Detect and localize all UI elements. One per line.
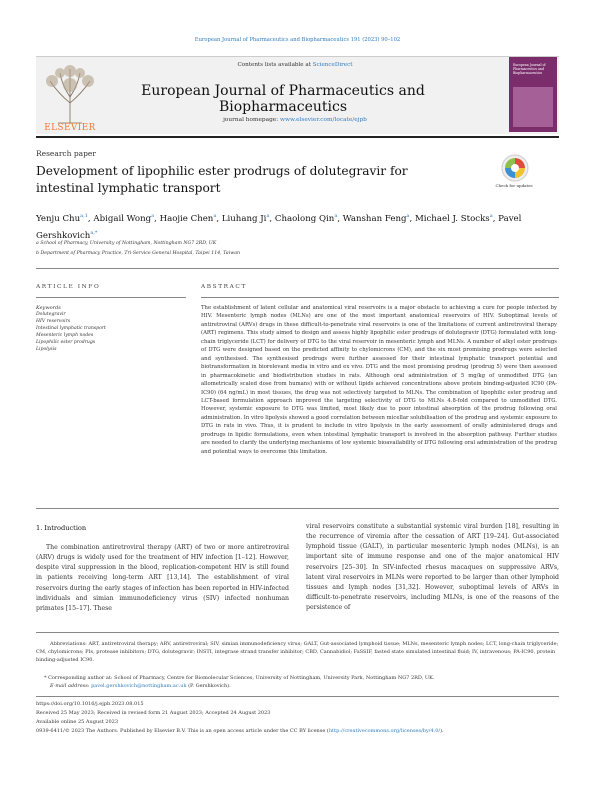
homepage-link[interactable]: www.elsevier.com/locate/ejpb: [280, 117, 367, 123]
author-affiliation-mark[interactable]: a: [406, 213, 410, 219]
author-affiliation-mark[interactable]: a: [334, 213, 338, 219]
author[interactable]: [36, 214, 88, 224]
author-name[interactable]: Abigail Wong: [93, 213, 152, 224]
email-link[interactable]: pavel.gershkovich@nottingham.ac.uk: [91, 683, 187, 689]
intro-right-column: viral reservoirs constitute a substantial systemic viral burden [18], resulting in the recurrence of viremia after the cessation of ART [19–24]. Gut-associated lymphoid tissue (GALT), in particular mesenteric lymph nodes (MLNs), is an important site of immune response and one of the major anatomical HIV reservoirs [25–30]. In SIV-infected rhesus macaques on suppressive ARVs, latent viral reservoirs in MLNs were reported to be larger than other lymphoid tissues and lymph nodes [31,32]. However, suboptimal levels of ARVs in difficult-to-penetrate reservoirs, including MLNs, is one of the reasons of the persistence of: [306, 523, 559, 612]
author-name[interactable]: Haojie Chen: [159, 213, 214, 224]
journal-title: European Journal of Pharmaceutics and Biopharmaceutics: [141, 83, 425, 115]
cover-title: European Journal of Pharmaceutics and Biopharmaceutics: [513, 63, 546, 75]
abbreviations-footnote: Abbreviations: ART, antiretroviral therapy; ARV, antiretroviral; SIV, simian immunodeficiency virus; GALT, Gut-associated lymphoid tissue; MLNs, mesenteric lymph nodes; LCT, long-chain triglyceride; CM, chylomicrons; PIs, protease inhibitors; DTG, dolutegravir; INSTI, integrase strand transfer inhibitor; CBD, Cannabidiol; FaSSIF, fasted state simulated intestinal fluid; IV, intravenous; PA-IC90, protein binding-adjusted IC90.: [36, 641, 559, 664]
article-info-heading: ARTICLE INFO: [36, 284, 101, 290]
intro-left-column: The combination antiretroviral therapy (ART) of two or more antiretroviral (ARV) drugs is widely used for the treatment of HIV infection [1–12]. However, despite viral suppression in the blood, replication-competent HIV is still found in patients receiving long-term ART [13,14]. The establishment of viral reservoirs during the early stages of infection has been reported in HIV-infected individuals and simian immunodeficiency virus (SIV) infected nonhuman primates [15–17]. These: [36, 544, 289, 612]
email-suffix: (P. Gershkovich).: [186, 683, 231, 689]
email-line: [36, 682, 559, 690]
author-affiliation-mark[interactable]: a: [151, 213, 155, 219]
keyword: Lipolysis: [36, 347, 57, 352]
journal-cover: [509, 57, 557, 132]
author[interactable]: [93, 214, 154, 224]
author[interactable]: [343, 214, 410, 224]
keyword: Intestinal lymphatic transport: [36, 326, 106, 331]
license-link[interactable]: http://creativecommons.org/licenses/by/4.0/: [328, 728, 441, 734]
section-type: Research paper: [36, 149, 96, 158]
article-title: Development of lipophilic ester prodrugs of dolutegravir for intestinal lymphatic transport: [36, 164, 408, 195]
doi-link[interactable]: https://doi.org/10.1016/j.ejpb.2023.08.015: [36, 701, 144, 707]
affiliation-b: b Department of Pharmacy Practice, Tri-Service General Hospital, Taipei 114, Taiwan: [36, 251, 241, 256]
crossmark-icon[interactable]: [500, 153, 530, 183]
sciencedirect-link[interactable]: ScienceDirect: [312, 62, 353, 68]
author-name[interactable]: Pavel Gershkovich: [36, 213, 522, 241]
affiliation-a: a School of Pharmacy, University of Nottingham, Nottingham NG7 2RD, UK: [36, 241, 217, 246]
author[interactable]: [275, 214, 337, 224]
cover-graphic: [513, 87, 553, 127]
author-affiliation-mark[interactable]: a,*: [90, 229, 98, 236]
author-affiliation-mark[interactable]: a: [489, 213, 493, 219]
author-affiliation-mark[interactable]: a: [266, 213, 270, 219]
abstract-bottom-rule: [36, 508, 559, 509]
publisher-name: ELSEVIER: [44, 123, 96, 133]
author-affiliation-mark[interactable]: a: [213, 213, 217, 219]
info-top-rule: [36, 268, 559, 269]
keyword: Lipophilic ester prodrugs: [36, 340, 96, 345]
footnote-rule: [36, 632, 559, 633]
crossmark-label[interactable]: Check for updates: [495, 183, 533, 188]
abstract-body: The establishment of latent cellular and anatomical viral reservoirs is a major obstacle to achieving a cure for people infected by HIV. Mesenteric lymph nodes (MLNs) are one of the most important anatomical reservoirs of HIV. Suboptimal levels of antiretroviral (ARVs) drugs in these difficult-to-penetrate viral reservoirs is one of the limitations of current antiretroviral therapy (ART) regimens. This study aimed to design and assess highly lipophilic ester prodrugs of dolutegravir (DTG) formulated with long-chain triglyceride (LCT) for delivery of DTG to the viral reservoir in mesenteric lymph and MLNs. A number of alkyl ester prodrugs of DTG were designed based on the predicted affinity to chylomicrons (CM), and the six most promising prodrugs were selected and synthesised. The synthesised prodrugs were further assessed for their intestinal lymphatic transport potential and biotransformation in biorelevant media in vitro and ex vivo. DTG and the most promising prodrug (prodrug 5) were then assessed in pharmacokinetic and biodistribution studies in rats. Although oral administration of 5 mg/kg of unmodified DTG (an allometrically scaled dose from humans) with or without lipids achieved concentrations above protein binding-adjusted IC90 (PA-IC90) (64 ng/mL) in most tissues, the drug was not selectively targeted to MLNs. The combination of lipophilic ester prodrug and LCT-based formulation approach improved the targeting selectivity of DTG to MLNs 4.8-fold compared to unmodified DTG. However, systemic exposure to DTG was limited, most likely due to poor intestinal absorption of the prodrug following oral administration. In vitro lipolysis showed a good correlation between micellar solubilisation of the prodrug and systemic exposure to DTG in rats in vivo. Thus, it is prudent to include in vitro lipolysis in the early assessment of orally administered drugs and prodrugs in lipidic formulations, even when intestinal lymphatic transport is involved in the absorption pathway. Further studies are needed to clarify the underlying mechanisms of low systemic bioavailability of DTG following oral administration of the prodrug and potential ways to overcome this limitation.: [201, 305, 557, 455]
intro-heading: 1. Introduction: [36, 524, 87, 532]
author[interactable]: [160, 214, 217, 224]
license-prefix: 0939-6411/© 2023 The Authors. Published by Elsevier B.V. This is an open access article under the CC BY license (: [36, 728, 329, 734]
author[interactable]: [222, 214, 270, 224]
masthead-rule: [36, 136, 559, 138]
elsevier-tree-logo: [38, 58, 102, 132]
author-name[interactable]: Michael J. Stocks: [414, 213, 490, 224]
keyword: Mesenteric lymph nodes: [36, 333, 94, 338]
homepage-prefix: journal homepage:: [223, 117, 281, 123]
contents-prefix: Contents lists available at: [237, 62, 313, 68]
keyword: HIV reservoirs: [36, 319, 71, 324]
available-online: Available online 25 August 2023: [36, 719, 119, 725]
keywords-heading: Keywords: [36, 305, 61, 311]
email-prefix: E-mail address:: [50, 683, 92, 689]
license-suffix: ).: [440, 728, 444, 734]
contents-line: [150, 62, 440, 68]
author-name[interactable]: Liuhang Ji: [221, 213, 267, 224]
author-list: Yenju Chu$^{a,1}$, Abigail Wong$^a$, Haojie Chen$^a$, Liuhang Ji$^a$, Chaolong Qin$^a$, Wanshan Feng$^a$, Michael J. Stocks$^a$, Pavel Gershkovich$^{a,*}$: [36, 213, 522, 241]
author-name[interactable]: Chaolong Qin: [274, 213, 335, 224]
footer-rule: [36, 696, 559, 697]
author-affiliation-mark[interactable]: a,1: [80, 213, 88, 219]
abstract-rule: [201, 297, 559, 298]
received-dates: Received 25 May 2023; Received in revised form 21 August 2023; Accepted 24 August 2023: [36, 710, 271, 716]
author-name[interactable]: Wanshan Feng: [342, 213, 407, 224]
info-rule: [36, 297, 186, 298]
author[interactable]: [415, 214, 493, 224]
journal-homepage: [150, 117, 440, 123]
corresponding-author: * Corresponding author at: School of Pharmacy, Centre for Biomolecular Sciences, University of Nottingham, University Park, Nottingham NG7 2RD, UK.: [44, 675, 435, 681]
license-line: [36, 728, 559, 734]
author-name[interactable]: Yenju Chu: [36, 213, 81, 224]
keyword: Dolutegravir: [36, 312, 66, 317]
abstract-heading: ABSTRACT: [201, 284, 247, 290]
journal-citation[interactable]: European Journal of Pharmaceutics and Biopharmaceutics 191 (2023) 90–102: [194, 37, 401, 43]
